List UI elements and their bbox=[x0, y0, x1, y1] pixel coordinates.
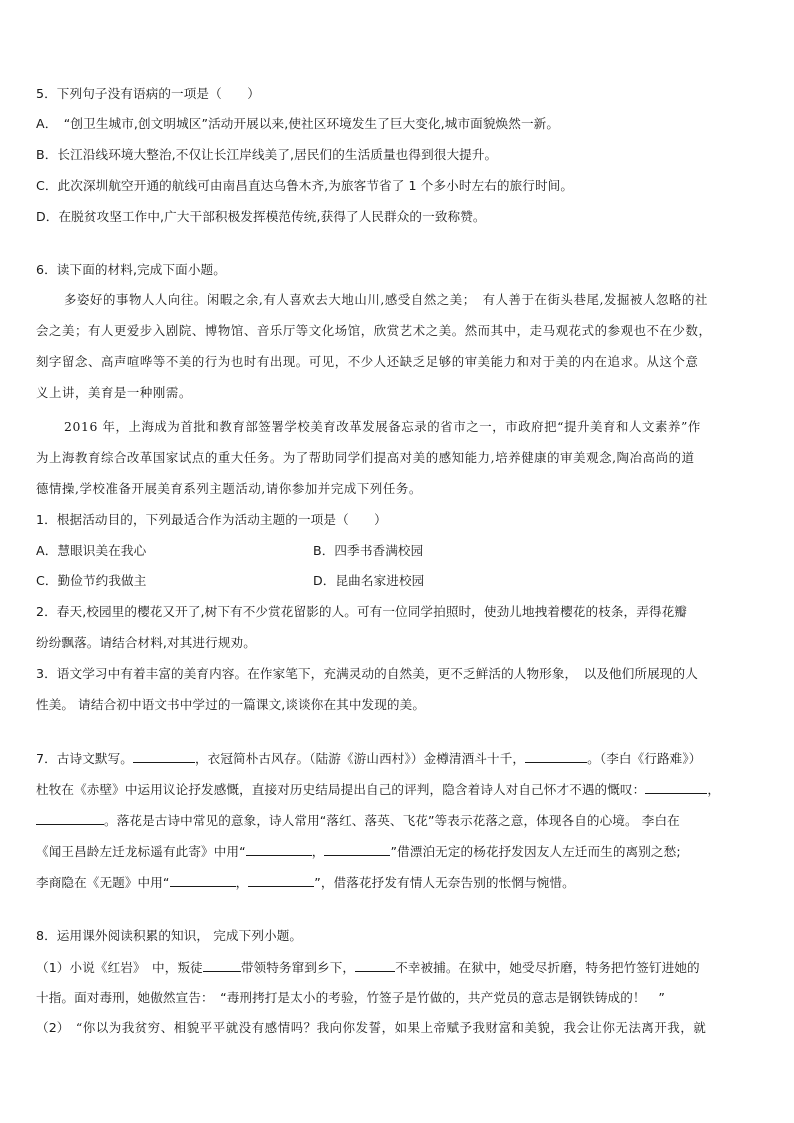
q7-text: 《闻王昌龄左迁龙标遥有此寄》中用“ bbox=[36, 844, 246, 859]
q5-stem: 5．下列句子没有语病的一项是（ ） bbox=[36, 86, 260, 101]
q7-label: 7．古诗文默写。 bbox=[36, 751, 133, 766]
q8-text: 带领特务窜到乡下， bbox=[240, 960, 356, 975]
q7-text: ”借漂泊无定的杨花抒发因友人左迁而生的离别之愁; bbox=[390, 844, 681, 859]
q6-sub1-option-c: C．勤俭节约我做主 bbox=[36, 573, 147, 588]
q7-text: 杜牧在《赤壁》中运用议论抒发感慨，直接对历史结局提出自己的评判，隐含着诗人对自己怀才不遇的慨叹： bbox=[36, 782, 646, 797]
q8-text: 不幸被捕。在狱中，她受尽折磨，特务把竹签钉进她的 bbox=[395, 960, 700, 975]
answer-blank[interactable] bbox=[246, 843, 312, 856]
q7-line-3 bbox=[36, 812, 680, 829]
q6-stem: 6．读下面的材料,完成下面小题。 bbox=[36, 262, 226, 277]
q7-text: ，衣冠简朴古风存。（陆游《游山西村》）金樽清酒斗十千， bbox=[194, 751, 526, 766]
q7-text: 李商隐在《无题》中用“ bbox=[36, 875, 170, 890]
q7-line-5 bbox=[36, 874, 575, 891]
q8-text: （1）小说《红岩》 中，叛徒 bbox=[36, 960, 203, 975]
q6-sub1-option-d: D．昆曲名家进校园 bbox=[313, 573, 425, 588]
q7-line-1 bbox=[36, 750, 701, 767]
q8-sub2-line bbox=[36, 1020, 706, 1036]
q7-line-4 bbox=[36, 843, 681, 860]
q7-text: 。（李白《行路难》） bbox=[587, 751, 702, 766]
q8-sub1-line-2: 十指。面对毒刑，她傲然宣告： “毒刑拷打是太小的考验，竹签子是竹做的，共产党员的意志是钢铁铸成的！ ” bbox=[36, 990, 665, 1005]
q6-passage-line: 德情操,学校准备开展美育系列主题活动,请你参加并完成下列任务。 bbox=[36, 481, 422, 496]
q5-option-b: B．长江沿线环境大整治,不仅让长江岸线美了,居民们的生活质量也得到很大提升。 bbox=[36, 147, 498, 162]
q8-stem: 8．运用课外阅读积累的知识， 完成下列小题。 bbox=[36, 928, 303, 943]
answer-blank[interactable] bbox=[645, 781, 707, 794]
q7-line-2 bbox=[36, 781, 720, 798]
answer-blank[interactable] bbox=[355, 959, 395, 972]
answer-blank[interactable] bbox=[525, 750, 587, 763]
answer-blank[interactable] bbox=[170, 874, 236, 887]
q6-passage-line: 刻字留念、高声喧哗等不美的行为也时有出现。可见，不少人还缺乏足够的审美能力和对于美的内在追求。从这个意 bbox=[36, 354, 699, 369]
answer-blank[interactable] bbox=[36, 812, 104, 825]
q7-text: ， bbox=[707, 782, 721, 797]
q6-sub2-line: 纷纷飘落。请结合材料,对其进行规劝。 bbox=[36, 635, 256, 650]
q8-text: （2） bbox=[36, 1020, 76, 1035]
q5-option-a: A． “创卫生城市,创文明城区”活动开展以来,使社区环境发生了巨大变化,城市面貌焕然一新。 bbox=[36, 116, 560, 131]
q6-sub1-option-a: A．慧眼识美在我心 bbox=[36, 543, 147, 558]
answer-blank[interactable] bbox=[203, 959, 241, 972]
q6-passage-line: 会之美；有人更爱步入剧院、博物馆、音乐厅等文化场馆，欣赏艺术之美。然而其中，走马观花式的参观也不在少数， bbox=[36, 323, 712, 338]
q5-option-d: D．在脱贫攻坚工作中,广大干部积极发挥模范传统,获得了人民群众的一致称赞。 bbox=[36, 209, 486, 224]
q8-sub1-line bbox=[36, 959, 700, 976]
q6-sub3-line: 性美。 请结合初中语文书中学过的一篇课文,谈谈你在其中发现的美。 bbox=[36, 697, 426, 712]
answer-blank[interactable] bbox=[248, 874, 314, 887]
q7-text: ， bbox=[235, 875, 249, 890]
q5-option-c: C．此次深圳航空开通的航线可由南昌直达乌鲁木齐,为旅客节省了 1 个多小时左右的旅行时间。 bbox=[36, 178, 574, 193]
answer-blank[interactable] bbox=[133, 750, 195, 763]
q7-text: 。落花是古诗中常见的意象，诗人常用“落红、落英、飞花”等表示花落之意，体现各自的心境。 李白在 bbox=[104, 813, 680, 828]
q6-sub1-stem: 1．根据活动目的，下列最适合作为活动主题的一项是（ ） bbox=[36, 512, 387, 527]
q6-sub1-option-b: B．四季书香满校园 bbox=[313, 543, 424, 558]
q8-quote: “你以为我贫穷、相貌平平就没有感情吗？我向你发誓，如果上帝赋予我财富和美貌，我会让你无法离开我，就 bbox=[75, 1020, 707, 1035]
q6-passage-line: 2016 年，上海成为首批和教育部签署学校美育改革发展备忘录的省市之一，市政府把“提升美育和人文素养”作 bbox=[64, 419, 701, 434]
q7-text: ”，借落花抒发有情人无奈告别的怅惘与惋惜。 bbox=[314, 875, 575, 890]
q6-sub2-line: 2．春天,校园里的樱花又开了,树下有不少赏花留影的人。可有一位同学拍照时，使劲儿地拽着樱花的枝条，弄得花瓣 bbox=[36, 604, 688, 619]
q6-passage-line: 多姿好的事物人人向往。闲暇之余,有人喜欢去大地山川,感受自然之美； 有人善于在街头巷尾,发掘被人忽略的社 bbox=[64, 292, 708, 307]
q6-sub3-line: 3．语文学习中有着丰富的美育内容。在作家笔下，充满灵动的自然美，更不乏鲜活的人物形象， 以及他们所展现的人 bbox=[36, 666, 698, 681]
answer-blank[interactable] bbox=[324, 843, 390, 856]
q6-passage-line: 为上海教育综合改革国家试点的重大任务。为了帮助同学们提高对美的感知能力,培养健康的审美观念,陶冶高尚的道 bbox=[36, 450, 695, 465]
q6-passage-line: 义上讲，美育是一种刚需。 bbox=[36, 385, 192, 400]
q7-text: ， bbox=[311, 844, 325, 859]
